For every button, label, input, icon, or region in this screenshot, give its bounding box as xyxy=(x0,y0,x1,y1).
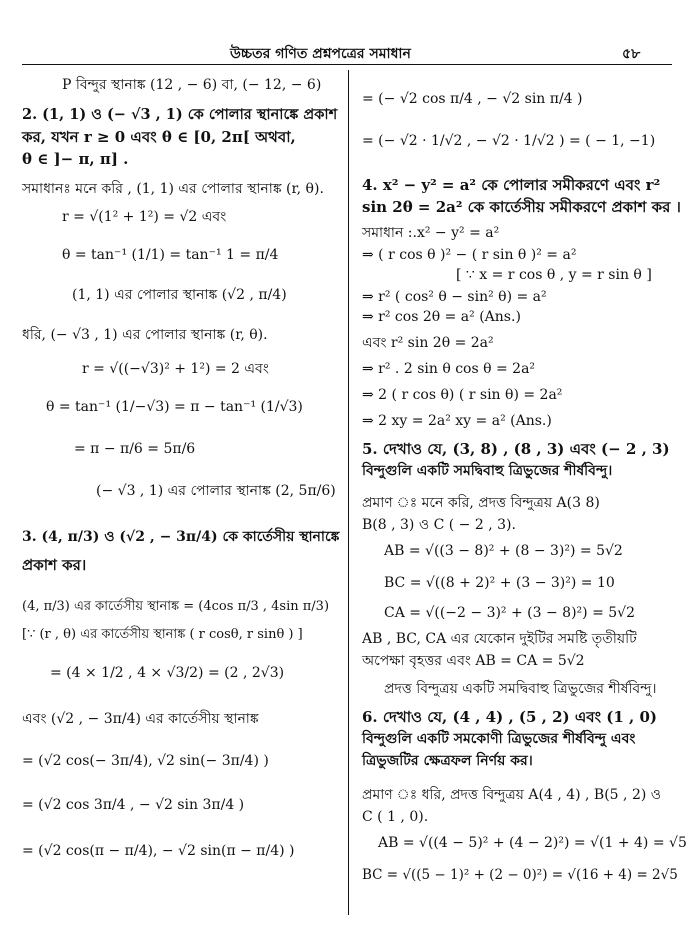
solution-2-r-2: r = √((−√3)² + 1²) = 2 এবং xyxy=(82,361,269,377)
solution-2-theta-2-value: = π − π/6 = 5π/6 xyxy=(74,441,196,457)
column-divider xyxy=(348,70,349,915)
solution-3-result-2: = (− √2 · 1/√2 , − √2 · 1/√2 ) = ( − 1, −1) xyxy=(362,133,656,149)
solution-5-reason-1: AB , BC, CA এর যেকোন দুইটির সমষ্টি তৃতীয়টি xyxy=(362,631,637,647)
solution-4-step-5: ⇒ 2 ( r cos θ) ( r sin θ) = 2a² xyxy=(362,387,563,403)
solution-3-step-4: = (− √2 cos π/4 , − √2 sin π/4 ) xyxy=(362,91,583,107)
solution-3-cartesian-1: (4, π/3) এর কার্তেসীয় স্থানাঙ্ক = (4cos π/3 , 4sin π/3) xyxy=(22,599,330,614)
solution-4-answer-2: ⇒ 2 xy = 2a² xy = a² (Ans.) xyxy=(362,413,552,429)
solution-4-step-4: ⇒ r² . 2 sin θ cos θ = 2a² xyxy=(362,361,536,377)
solution-4-step-1: সমাধান :.x² − y² = a² xyxy=(362,225,500,241)
solution-5-intro: প্রমাণ ঃ মনে করি, প্রদত্ত বিন্দুত্রয় A(3 8) xyxy=(362,495,600,511)
solution-3-step-2: = (√2 cos 3π/4 , − √2 sin 3π/4 ) xyxy=(22,797,245,813)
question-6-line-3: ত্রিভুজটির ক্ষেত্রফল নির্ণয় কর। xyxy=(362,753,533,769)
question-2-line-2: কর, যখন r ≥ 0 এবং θ ∈ [0, 2π[ অথবা, xyxy=(22,128,296,146)
question-5-line-1: 5. দেখাও যে, (3, 8) , (8 , 3) এবং (− 2 , 3) xyxy=(362,440,670,458)
solution-4-step-2: ⇒ ( r cos θ )² − ( r sin θ )² = a² xyxy=(362,247,577,263)
solution-4-answer-1: ⇒ r² cos 2θ = a² (Ans.) xyxy=(362,309,521,325)
solution-5-points: B(8 , 3) ও C ( − 2 , 3). xyxy=(362,517,516,533)
solution-4-reason: [ ∵ x = r cos θ , y = r sin θ ] xyxy=(456,267,652,283)
question-4-line-2: sin 2θ = 2a² কে কার্তেসীয় সমীকরণে প্রকাশ কর । xyxy=(362,198,681,216)
solution-4-part-2: এবং r² sin 2θ = 2a² xyxy=(362,335,494,351)
solution-2-intro: সমাধানঃ মনে করি , (1, 1) এর পোলার স্থানাঙ্ক (r, θ). xyxy=(22,181,324,197)
solution-2-result-2: (− √3 , 1) এর পোলার স্থানাঙ্ক (2, 5π/6) xyxy=(96,483,336,499)
question-4-line-1: 4. x² − y² = a² কে পোলার সমীকরণে এবং r² xyxy=(362,176,661,194)
solution-3-step-3: = (√2 cos(π − π/4), − √2 sin(π − π/4) ) xyxy=(22,843,295,859)
solution-3-result-1: = (4 × 1/2 , 4 × √3/2) = (2 , 2√3) xyxy=(50,665,285,681)
page-number: ৫৮ xyxy=(622,46,641,62)
question-3-line-2: প্রকাশ কর। xyxy=(22,556,87,574)
solution-5-reason-2: অপেক্ষা বৃহত্তর এবং AB = CA = 5√2 xyxy=(362,653,585,669)
question-6-line-2: বিন্দুগুলি একটি সমকোণী ত্রিভুজের শীর্ষবিন্দু এবং xyxy=(362,731,636,747)
header-title: উচ্চতর গণিত প্রশ্নপত্রের সমাধান xyxy=(230,46,411,62)
solution-6-bc: BC = √((5 − 1)² + (2 − 0)²) = √(16 + 4) = 2√5 xyxy=(362,867,678,883)
question-6-line-1: 6. দেখাও যে, (4 , 4) , (5 , 2) এবং (1 , 0) xyxy=(362,708,658,726)
solution-2-r: r = √(1² + 1²) = √2 এবং xyxy=(62,209,227,225)
point-p-coordinates: P বিন্দুর স্থানাঙ্ক (12 , − 6) বা, (− 12, − 6) xyxy=(62,77,322,93)
question-2-line-3: θ ∈ ]− π, π] . xyxy=(22,150,129,168)
page-header xyxy=(0,40,697,64)
solution-3-second-point: এবং (√2 , − 3π/4) এর কার্তেসীয় স্থানাঙ্ক xyxy=(22,711,259,727)
solution-3-reason: [∵ (r , θ) এর কার্তেসীয় স্থানাঙ্ক ( r cosθ, r sinθ ) ] xyxy=(22,627,303,642)
question-5-line-2: বিন্দুগুলি একটি সমদ্বিবাহু ত্রিভুজের শীর্ষবিন্দু। xyxy=(362,463,613,479)
solution-3-step-1: = (√2 cos(− 3π/4), √2 sin(− 3π/4) ) xyxy=(22,753,269,769)
solution-6-point-c: C ( 1 , 0). xyxy=(362,809,429,825)
solution-2-theta-2: θ = tan⁻¹ (1/−√3) = π − tan⁻¹ (1/√3) xyxy=(46,399,303,415)
solution-4-step-3: ⇒ r² ( cos² θ − sin² θ) = a² xyxy=(362,289,547,305)
question-2-line-1: 2. (1, 1) ও (− √3 , 1) কে পোলার স্থানাঙ্কে প্রকাশ xyxy=(22,106,338,123)
solution-2-theta: θ = tan⁻¹ (1/1) = tan⁻¹ 1 = π/4 xyxy=(62,247,279,263)
solution-5-conclusion: প্রদত্ত বিন্দুত্রয় একটি সমদ্বিবাহু ত্রিভুজের শীর্ষবিন্দু। xyxy=(384,681,657,697)
solution-6-intro: প্রমাণ ঃ ধরি, প্রদত্ত বিন্দুত্রয় A(4 , 4) , B(5 , 2) ও xyxy=(362,787,662,803)
solution-5-ca: CA = √((−2 − 3)² + (3 − 8)²) = 5√2 xyxy=(384,605,635,621)
solution-6-ab: AB = √((4 − 5)² + (4 − 2)²) = √(1 + 4) = √5 xyxy=(378,835,687,851)
solution-2-result-1: (1, 1) এর পোলার স্থানাঙ্ক (√2 , π/4) xyxy=(72,287,287,303)
solution-5-bc: BC = √((8 + 2)² + (3 − 3)²) = 10 xyxy=(384,575,615,591)
question-3-line-1: 3. (4, π/3) ও (√2 , − 3π/4) কে কার্তেসীয় স্থানাঙ্কে xyxy=(22,529,340,545)
solution-5-ab: AB = √((3 − 8)² + (8 − 3)²) = 5√2 xyxy=(384,543,623,559)
solution-2-second-point: ধরি, (− √3 , 1) এর পোলার স্থানাঙ্ক (r, θ). xyxy=(22,327,268,343)
header-rule xyxy=(22,64,672,65)
